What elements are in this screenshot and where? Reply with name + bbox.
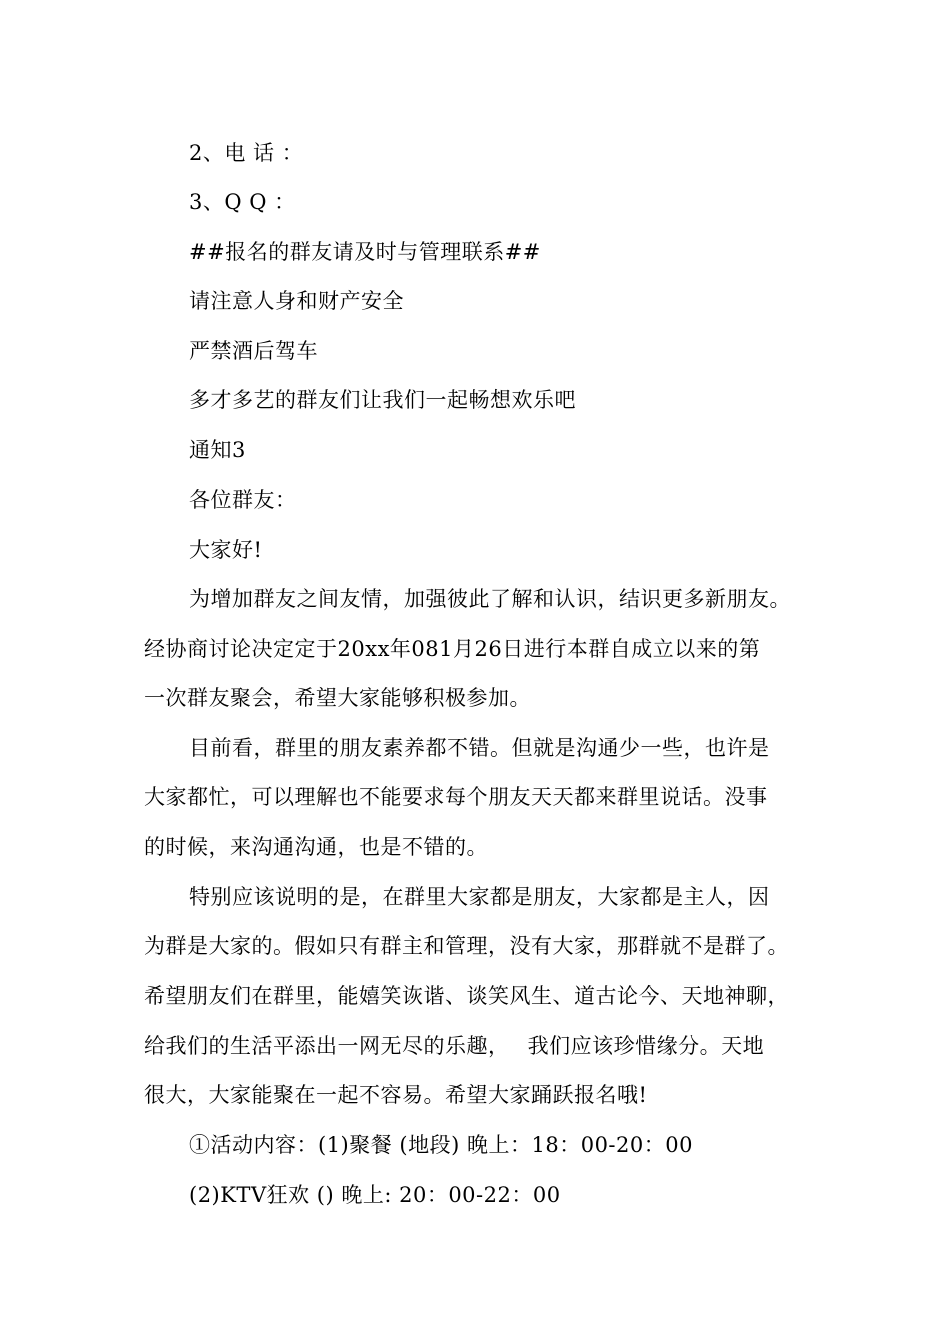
activity-item-2: (2)KTV狂欢 () 晚上: 20：00-22：00 [189,1183,561,1207]
greeting: 大家好! [189,538,263,562]
no-drunk-driving-note: 严禁酒后驾车 [189,339,318,363]
paragraph-1-line-3: 一次群友聚会，希望大家能够积极参加。 [144,686,531,710]
paragraph-3-line-5: 很大，大家能聚在一起不容易。希望大家踊跃报名哦! [144,1083,648,1107]
salutation: 各位群友： [189,488,297,512]
paragraph-3-line-3: 希望朋友们在群里，能嬉笑诙谐、谈笑风生、道古论今、天地神聊， [144,984,789,1008]
contact-qq-line: 3、Q Q ： [189,190,296,214]
paragraph-3-line-1: 特别应该说明的是，在群里大家都是朋友，大家都是主人，因 [189,885,770,909]
notice-heading: 通知3 [189,438,246,462]
safety-note: 请注意人身和财产安全 [189,289,404,313]
paragraph-1-line-2: 经协商讨论决定定于20xx年081月26日进行本群自成立以来的第 [144,637,761,661]
paragraph-2-line-2: 大家都忙，可以理解也不能要求每个朋友天天都来群里说话。没事 [144,785,768,809]
contact-admin-note: ##报名的群友请及时与管理联系## [189,240,541,264]
paragraph-3-line-2: 为群是大家的。假如只有群主和管理，没有大家，那群就不是群了。 [144,934,789,958]
activity-item-1: ①活动内容：(1)聚餐 (地段) 晚上：18：00-20：00 [189,1133,693,1157]
closing-line: 多才多艺的群友们让我们一起畅想欢乐吧 [189,388,576,412]
paragraph-1-line-1: 为增加群友之间友情，加强彼此了解和认识，结识更多新朋友。 [189,587,791,611]
paragraph-2-line-3: 的时候，来沟通沟通，也是不错的。 [144,835,488,859]
contact-phone-line: 2、电 话 ： [189,141,304,165]
paragraph-3-line-4: 给我们的生活平添出一网无尽的乐趣， 我们应该珍惜缘分。天地 [144,1034,765,1058]
paragraph-2-line-1: 目前看，群里的朋友素养都不错。但就是沟通少一些，也许是 [189,736,770,760]
